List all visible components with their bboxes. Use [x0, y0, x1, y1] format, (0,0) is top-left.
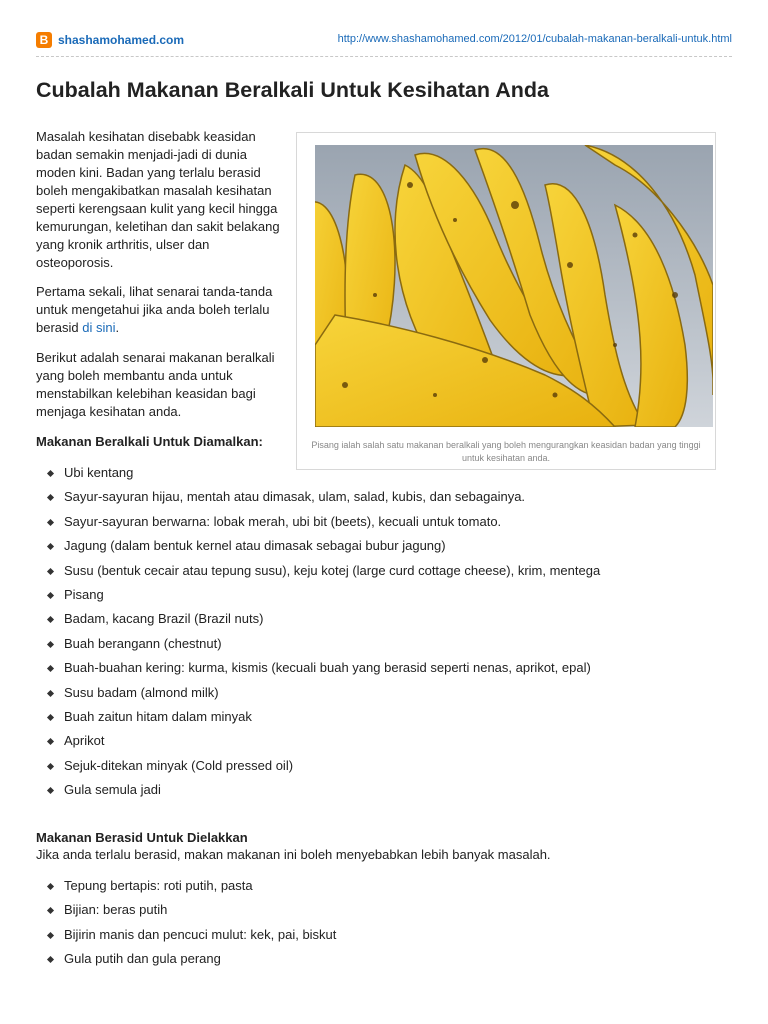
alkaline-foods-list [46, 464, 600, 805]
list-item: Susu badam (almond milk) [46, 684, 600, 708]
list-item: Bijian: beras putih [46, 901, 336, 925]
acidic-foods-intro: Jika anda terlalu berasid, makan makanan ini boleh menyebabkan lebih banyak masalah. [36, 847, 551, 862]
header-divider [36, 56, 732, 57]
banana-figure [296, 132, 716, 470]
di-sini-link[interactable]: di sini [82, 320, 116, 335]
list-item: Bijirin manis dan pencuci mulut: kek, pai, biskut [46, 926, 336, 950]
list-item: Jagung (dalam bentuk kernel atau dimasak sebagai bubur jagung) [46, 537, 600, 561]
page-header [36, 32, 732, 54]
page-url-link[interactable]: http://www.shashamohamed.com/2012/01/cubalah-makanan-beralkali-untuk.html [337, 33, 732, 45]
list-item: Sejuk-ditekan minyak (Cold pressed oil) [46, 757, 600, 781]
signs-paragraph [36, 283, 288, 337]
banana-photo [315, 145, 713, 427]
site-brand[interactable] [36, 32, 184, 48]
list-item: Buah berangann (chestnut) [46, 635, 600, 659]
list-item: Sayur-sayuran hijau, mentah atau dimasak, ulam, salad, kubis, dan sebagainya. [46, 488, 600, 512]
list-item: Tepung bertapis: roti putih, pasta [46, 877, 336, 901]
list-item: Sayur-sayuran berwarna: lobak merah, ubi bit (beets), kecuali untuk tomato. [46, 513, 600, 537]
acidic-foods-list [46, 877, 336, 975]
list-item: Gula putih dan gula perang [46, 950, 336, 974]
intro-paragraph: Masalah kesihatan disebabk keasidan badan semakin menjadi-jadi di dunia moden kini. Badan yang terlalu berasid boleh mengakibatkan masalah kesihatan seperti kerengsaan kulit yang kecil hingga kemurungan, keletihan dan sakit belakang yang kronik arthritis, ulser dan osteoporosis. [36, 129, 280, 270]
signs-text: Pertama sekali, lihat senarai tanda-tanda untuk mengetahui jika anda boleh terlalu berasid [36, 284, 273, 335]
blogger-icon: B [36, 32, 52, 48]
list-item: Badam, kacang Brazil (Brazil nuts) [46, 610, 600, 634]
list-item: Pisang [46, 586, 600, 610]
alkaline-foods-heading: Makanan Beralkali Untuk Diamalkan: [36, 434, 263, 449]
list-item: Buah zaitun hitam dalam minyak [46, 708, 600, 732]
figure-caption: Pisang ialah salah satu makanan beralkali yang boleh mengurangkan keasidan badan yang tinggi untuk kesihatan anda. [311, 440, 701, 463]
article-title: Cubalah Makanan Beralkali Untuk Kesihatan Anda [36, 78, 549, 102]
list-item: Susu (bentuk cecair atau tepung susu), keju kotej (large curd cottage cheese), krim, mentega [46, 562, 600, 586]
list-item: Ubi kentang [46, 464, 600, 488]
list-intro-paragraph: Berikut adalah senarai makanan beralkali yang boleh membantu anda untuk menstabilkan kelebihan keasidan bagi menjaga kesihatan anda. [36, 350, 275, 419]
acidic-foods-heading: Makanan Berasid Untuk Dielakkan [36, 830, 248, 845]
signs-text-end: . [115, 320, 120, 335]
site-name-link[interactable]: shashamohamed.com [58, 33, 185, 47]
list-item: Gula semula jadi [46, 781, 600, 805]
list-item: Buah-buahan kering: kurma, kismis (kecuali buah yang berasid seperti nenas, aprikot, epal) [46, 659, 600, 683]
list-item: Aprikot [46, 732, 600, 756]
